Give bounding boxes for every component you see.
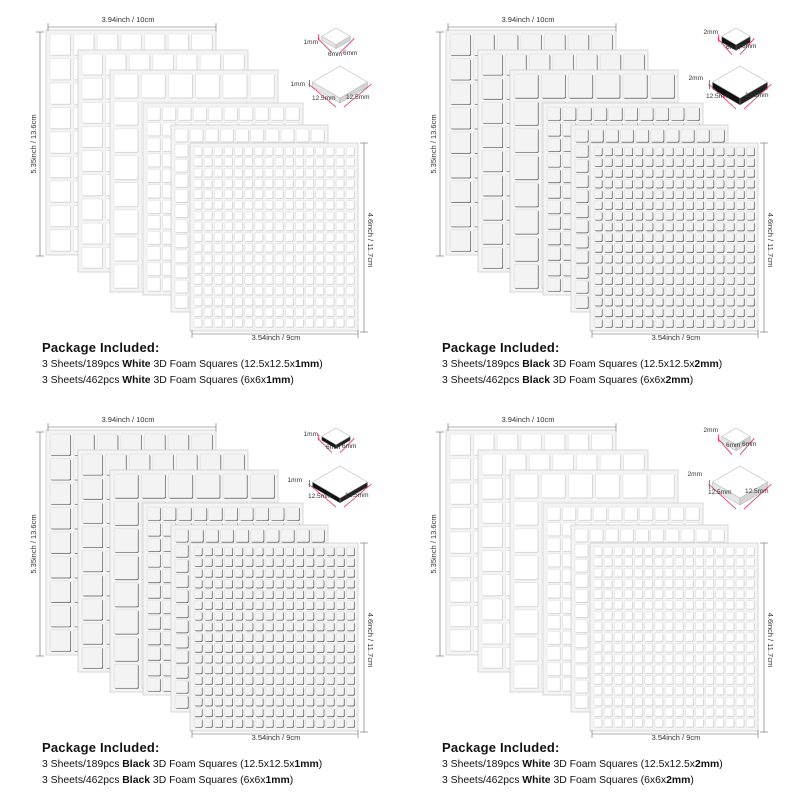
package-line-large: 3 Sheets/189pcs Black 3D Foam Squares (12.5x12.5x1mm) <box>42 759 323 770</box>
package-included <box>442 340 792 389</box>
package-included <box>42 740 392 789</box>
small-square-side-a: 6mm <box>326 444 341 451</box>
small-square-side-b: 6mm <box>343 50 358 57</box>
package-line-large: 3 Sheets/189pcs Black 3D Foam Squares (12.5x12.5x2mm) <box>442 359 723 370</box>
large-square-side-a: 12.5mm <box>706 93 730 100</box>
large-square-side-a: 12.5mm <box>708 489 732 496</box>
small-square-side-b: 6mm <box>342 443 357 450</box>
large-square-side-b: 12.5mm <box>345 492 369 499</box>
width-bottom-label: 3.54inch / 9cm <box>651 333 701 342</box>
width-bottom-label: 3.54inch / 9cm <box>251 733 301 742</box>
small-square-thickness: 2mm <box>703 427 718 434</box>
large-square-thickness: 1mm <box>287 477 302 484</box>
small-square-side-a: 6mm <box>726 44 741 51</box>
small-square-thickness: 1mm <box>303 39 318 46</box>
product-panel-black-2mm <box>400 0 800 400</box>
package-included <box>42 340 392 389</box>
width-top-label: 3.94inch / 10cm <box>501 415 555 424</box>
small-square-side-a: 6mm <box>328 51 343 58</box>
package-line-small: 3 Sheets/462pcs Black 3D Foam Squares (6x6x1mm) <box>42 775 294 786</box>
package-title: Package Included: <box>42 740 160 755</box>
package-line-small: 3 Sheets/462pcs Black 3D Foam Squares (6x6x2mm) <box>442 375 694 386</box>
width-top-label: 3.94inch / 10cm <box>101 415 155 424</box>
large-square-thickness: 2mm <box>687 471 702 478</box>
large-square-side-b: 12.5mm <box>745 92 769 99</box>
width-bottom-label: 3.54inch / 9cm <box>651 733 701 742</box>
height-right-label: 4.6inch / 11.7cm <box>366 612 375 668</box>
small-square-side-b: 6mm <box>742 43 757 50</box>
package-title: Package Included: <box>442 740 560 755</box>
product-panel-black-1mm <box>0 400 400 800</box>
large-square-side-b: 12.5mm <box>346 94 370 101</box>
package-line-small: 3 Sheets/462pcs White 3D Foam Squares (6x6x2mm) <box>442 775 694 786</box>
small-square-thickness: 1mm <box>303 431 318 438</box>
height-right-label: 4.6inch / 11.7cm <box>766 612 775 668</box>
small-square-thickness: 2mm <box>703 29 718 36</box>
package-line-large: 3 Sheets/189pcs White 3D Foam Squares (12.5x12.5x2mm) <box>442 759 723 770</box>
height-left-label: 5.35inch / 13.6cm <box>429 114 438 174</box>
package-title: Package Included: <box>442 340 560 355</box>
height-left-label: 5.35inch / 13.6cm <box>429 514 438 574</box>
large-square-side-a: 12.5mm <box>312 95 336 102</box>
product-panel-white-2mm <box>400 400 800 800</box>
large-square-thickness: 1mm <box>290 81 305 88</box>
package-title: Package Included: <box>42 340 160 355</box>
small-square-side-a: 6mm <box>726 442 741 449</box>
product-panel-white-1mm <box>0 0 400 400</box>
height-right-label: 4.6inch / 11.7cm <box>766 212 775 268</box>
package-line-large: 3 Sheets/189pcs White 3D Foam Squares (12.5x12.5x1mm) <box>42 359 323 370</box>
package-line-small: 3 Sheets/462pcs White 3D Foam Squares (6x6x1mm) <box>42 375 294 386</box>
small-square-side-b: 6mm <box>742 441 757 448</box>
height-right-label: 4.6inch / 11.7cm <box>366 212 375 268</box>
width-bottom-label: 3.54inch / 9cm <box>251 333 301 342</box>
height-left-label: 5.35inch / 13.6cm <box>29 114 38 174</box>
large-square-thickness: 2mm <box>688 75 703 82</box>
width-top-label: 3.94inch / 10cm <box>501 15 555 24</box>
package-included <box>442 740 792 789</box>
width-top-label: 3.94inch / 10cm <box>101 15 155 24</box>
height-left-label: 5.35inch / 13.6cm <box>29 514 38 574</box>
large-square-side-b: 12.5mm <box>745 488 769 495</box>
large-square-side-a: 12.5mm <box>308 493 332 500</box>
